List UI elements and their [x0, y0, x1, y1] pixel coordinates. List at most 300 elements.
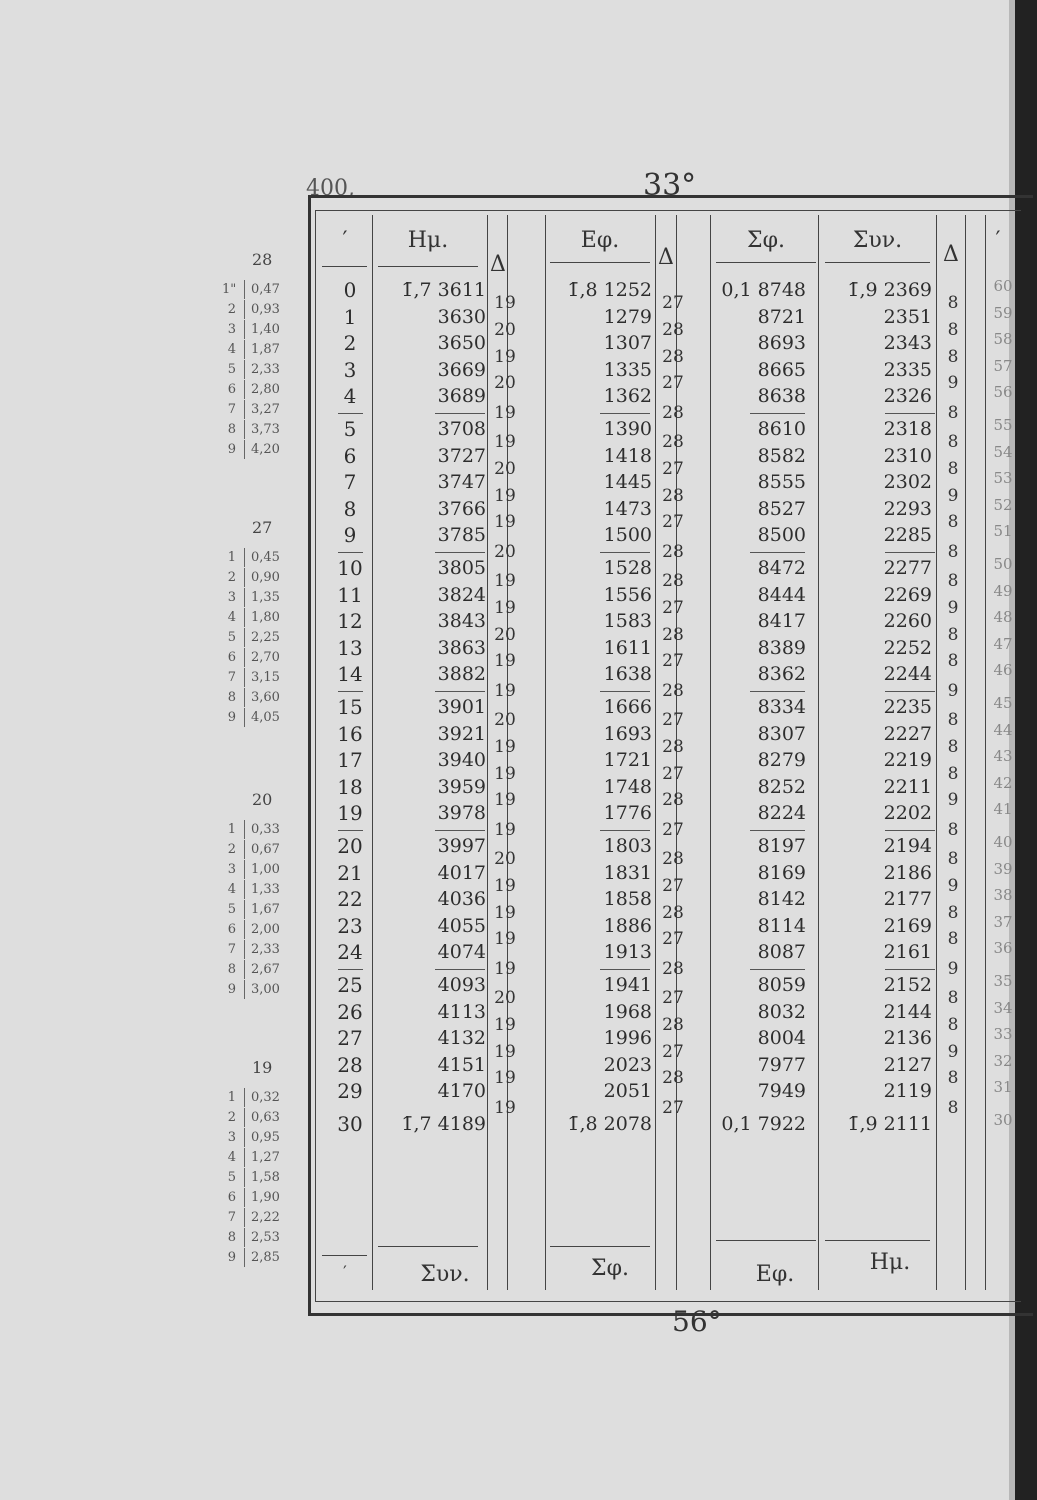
delta-tan: 28: [662, 319, 684, 340]
cos-value: 2343: [883, 332, 932, 355]
sin-value: 3727: [437, 444, 486, 467]
tan-value: 1886: [603, 914, 652, 937]
delta-tan: 28: [662, 680, 684, 701]
group-separator: [885, 830, 935, 831]
cot-value: 8555: [757, 471, 806, 494]
pp-row: [222, 380, 302, 399]
pp-row: [222, 1188, 302, 1207]
pp-row-key: 6: [227, 382, 236, 397]
delta-tan: 28: [662, 1068, 684, 1089]
pp-table-header: 20: [252, 790, 273, 809]
sin-value: 3805: [437, 557, 486, 579]
pp-row: [222, 820, 302, 839]
column-rule: [655, 215, 656, 1290]
sin-value: 3978: [437, 802, 486, 825]
delta-sin: 19: [494, 432, 516, 453]
delta-tan: 28: [662, 432, 684, 453]
delta-sin: 19: [494, 485, 516, 506]
cos-value: 2326: [883, 385, 932, 408]
group-separator: [435, 969, 485, 970]
pp-row: [222, 1088, 302, 1107]
delta-sin: 20: [494, 541, 516, 562]
pp-row-value: 2,53: [244, 1228, 280, 1247]
delta-sin: 20: [494, 710, 516, 731]
tan-value: 1638: [603, 663, 652, 686]
minute-cell: 5: [343, 417, 357, 441]
right-minute-cell: 58: [993, 330, 1013, 349]
pp-row-value: 2,00: [244, 920, 280, 939]
cos-value: 2152: [883, 974, 932, 996]
tan-value: 1418: [603, 444, 652, 467]
group-separator: [750, 969, 805, 970]
sin-value: 4055: [437, 914, 486, 937]
sin-value: 4170: [437, 1080, 486, 1103]
minute-cell: 12: [337, 609, 363, 634]
cos-value: 2127: [883, 1053, 932, 1076]
pp-row-key: 7: [227, 670, 236, 685]
minute-cell: 2: [343, 331, 357, 356]
tan-value: 1831: [603, 861, 652, 884]
tan-value: 1748: [603, 775, 652, 798]
pp-row-key: 6: [227, 650, 236, 665]
delta-cos: 8: [947, 929, 959, 950]
minute-cell: 8: [343, 496, 357, 521]
cot-value: 8417: [757, 610, 806, 633]
delta-tan: 28: [662, 624, 684, 645]
delta-tan: 28: [662, 346, 684, 367]
delta-tan: 27: [662, 929, 684, 950]
pp-row-value: 1,00: [244, 860, 280, 879]
pp-row-value: 2,22: [244, 1208, 280, 1227]
cot-value: 8004: [757, 1027, 806, 1050]
pp-row: [222, 880, 302, 899]
delta-tan: 27: [662, 512, 684, 533]
pp-row: [222, 608, 302, 627]
sin-value: 3766: [437, 497, 486, 520]
cot-value: 8721: [757, 305, 806, 328]
cot-value: 8444: [757, 583, 806, 606]
pp-row-value: 3,15: [244, 668, 280, 687]
delta-sin: 19: [494, 346, 516, 367]
pp-row: [222, 648, 302, 667]
pp-row-value: 0,47: [244, 280, 280, 299]
sin-value: 3689: [437, 385, 486, 408]
pp-row-key: 2: [227, 302, 236, 317]
cos-value: 2293: [883, 497, 932, 520]
pp-row-value: 1,90: [244, 1188, 280, 1207]
minute-cell: 30: [337, 1112, 363, 1136]
delta-cos: 9: [947, 680, 959, 701]
pp-row-key: 5: [227, 1170, 236, 1185]
delta-cos: 9: [947, 373, 959, 394]
pp-row-key: 1: [227, 822, 236, 837]
right-minute-cell: 55: [993, 416, 1013, 434]
cot-value: 8224: [757, 802, 806, 825]
cos-value: 2219: [883, 749, 932, 772]
sin-value: 3630: [437, 305, 486, 328]
pp-row-value: 0,63: [244, 1108, 280, 1127]
minute-cell: 22: [337, 887, 363, 912]
cos-value: 2211: [883, 775, 932, 798]
sin-value: 3747: [437, 471, 486, 494]
cot-value: 0,1 8748: [721, 279, 806, 301]
sin-value: 3959: [437, 775, 486, 798]
tan-value: 1335: [603, 358, 652, 381]
pp-row-value: 2,80: [244, 380, 280, 399]
minute-cell: 29: [337, 1079, 363, 1104]
minute-cell: 17: [337, 748, 363, 773]
minute-cell: 0: [343, 278, 357, 302]
delta-tan: 27: [662, 1097, 684, 1118]
pp-row-value: 1,27: [244, 1148, 280, 1167]
pp-row-key: 3: [227, 590, 236, 605]
group-separator: [600, 830, 650, 831]
cot-value: 8527: [757, 497, 806, 520]
cos-value: 1̄,9 2369: [847, 279, 932, 301]
header-delta-tan: Δ: [658, 245, 674, 270]
column-rule: [985, 215, 986, 1290]
cos-value: 2177: [883, 888, 932, 911]
sin-value: 3785: [437, 524, 486, 547]
pp-row: [222, 1108, 302, 1127]
delta-sin: 19: [494, 958, 516, 979]
pp-row-key: 8: [227, 962, 236, 977]
pp-row-key: 9: [227, 982, 236, 997]
pp-row-value: 0,33: [244, 820, 280, 839]
cot-value: 8638: [757, 385, 806, 408]
group-separator: [338, 691, 363, 692]
delta-cos: 8: [947, 402, 959, 423]
pp-row-value: 1,40: [244, 320, 280, 339]
minute-cell: 1: [343, 304, 357, 329]
group-separator: [435, 552, 485, 553]
tan-value: 1307: [603, 332, 652, 355]
minute-cell: 9: [343, 523, 357, 548]
pp-row: [222, 280, 302, 299]
delta-sin: 19: [494, 1068, 516, 1089]
right-minute-cell: 56: [993, 383, 1013, 402]
pp-row: [222, 860, 302, 879]
delta-sin: 19: [494, 571, 516, 592]
pp-row-key: 4: [227, 882, 236, 897]
cos-value: 2302: [883, 471, 932, 494]
minute-cell: 20: [337, 834, 363, 858]
column-rule: [545, 215, 546, 1290]
delta-cos: 8: [947, 512, 959, 533]
sin-value: 1̄,7 4189: [401, 1113, 486, 1135]
pp-row: [222, 400, 302, 419]
cos-value: 2310: [883, 444, 932, 467]
cot-value: 8582: [757, 444, 806, 467]
pp-row-key: 6: [227, 1190, 236, 1205]
delta-cos: 9: [947, 485, 959, 506]
tan-value: 1913: [603, 941, 652, 964]
pp-row-value: 0,93: [244, 300, 280, 319]
delta-cos: 8: [947, 571, 959, 592]
right-minute-cell: 47: [993, 634, 1013, 653]
minute-cell: 27: [337, 1026, 363, 1051]
sin-value: 4074: [437, 941, 486, 964]
right-minute-cell: 49: [993, 581, 1013, 600]
pp-row-value: 3,73: [244, 420, 280, 439]
column-rule: [818, 215, 819, 1290]
minute-cell: 21: [337, 860, 363, 885]
footer-cot: Σφ.: [591, 1256, 629, 1281]
pp-row-value: 0,67: [244, 840, 280, 859]
cot-value: 8252: [757, 775, 806, 798]
tan-value: 1̄,8 1252: [567, 279, 652, 301]
pp-row: [222, 980, 302, 999]
pp-row: [222, 628, 302, 647]
cot-value: 7949: [757, 1080, 806, 1103]
group-separator: [338, 830, 363, 831]
tan-value: 2023: [603, 1053, 652, 1076]
pp-row-key: 4: [227, 1150, 236, 1165]
right-minute-cell: 33: [993, 1025, 1013, 1044]
minute-cell: 26: [337, 999, 363, 1024]
cos-value: 2277: [883, 557, 932, 579]
delta-tan: 27: [662, 1041, 684, 1062]
header-cos: Συν.: [852, 228, 903, 253]
minute-cell: 10: [337, 556, 363, 580]
cos-value: 2244: [883, 663, 932, 686]
delta-tan: 27: [662, 458, 684, 479]
delta-sin: 19: [494, 1041, 516, 1062]
pp-row: [222, 920, 302, 939]
pp-row-value: 1,33: [244, 880, 280, 899]
tan-value: 1473: [603, 497, 652, 520]
sin-value: 3997: [437, 835, 486, 857]
delta-cos: 9: [947, 1041, 959, 1062]
delta-cos: 8: [947, 1068, 959, 1089]
pp-row-key: 2: [227, 1110, 236, 1125]
tan-value: 2051: [603, 1080, 652, 1103]
delta-tan: 28: [662, 571, 684, 592]
pp-row: [222, 588, 302, 607]
pp-row-key: 5: [227, 362, 236, 377]
cot-value: 8693: [757, 332, 806, 355]
pp-row: [222, 340, 302, 359]
cos-value: 2161: [883, 941, 932, 964]
footer-minute: ′: [343, 1262, 347, 1281]
minute-cell: 3: [343, 357, 357, 382]
sin-value: 3882: [437, 663, 486, 686]
pp-row-key: 9: [227, 442, 236, 457]
delta-cos: 8: [947, 1014, 959, 1035]
delta-sin: 19: [494, 902, 516, 923]
column-rule: [487, 215, 488, 1290]
cot-value: 8389: [757, 636, 806, 659]
delta-tan: 28: [662, 541, 684, 562]
cos-value: 2169: [883, 914, 932, 937]
pp-row: [222, 940, 302, 959]
sin-value: 3863: [437, 636, 486, 659]
minute-cell: 16: [337, 721, 363, 746]
pp-row: [222, 840, 302, 859]
delta-cos: 8: [947, 763, 959, 784]
pp-row-key: 8: [227, 422, 236, 437]
column-rule: [936, 215, 937, 1290]
cos-value: 2318: [883, 418, 932, 440]
cot-value: 8197: [757, 835, 806, 857]
cot-value: 8307: [757, 722, 806, 745]
delta-cos: 8: [947, 819, 959, 840]
delta-tan: 27: [662, 651, 684, 672]
group-separator: [750, 413, 805, 414]
sin-value: 4132: [437, 1027, 486, 1050]
cos-value: 2202: [883, 802, 932, 825]
pp-table-header: 27: [252, 518, 273, 537]
cos-value: 2285: [883, 524, 932, 547]
delta-cos: 8: [947, 1097, 959, 1118]
delta-sin: 19: [494, 402, 516, 423]
cot-value: 8334: [757, 696, 806, 718]
header-tan: Εφ.: [580, 228, 620, 253]
delta-tan: 28: [662, 958, 684, 979]
pp-row-key: 3: [227, 862, 236, 877]
minute-cell: 11: [337, 582, 363, 607]
group-separator: [600, 691, 650, 692]
cos-value: 2119: [883, 1080, 932, 1103]
pp-row-key: 2: [227, 842, 236, 857]
delta-cos: 8: [947, 710, 959, 731]
group-separator: [435, 691, 485, 692]
sin-value: 4036: [437, 888, 486, 911]
pp-row: [222, 688, 302, 707]
group-separator: [600, 552, 650, 553]
delta-cos: 8: [947, 736, 959, 757]
right-minute-cell: 52: [993, 495, 1013, 514]
tan-value: 1776: [603, 802, 652, 825]
pp-row-key: 1: [227, 1090, 236, 1105]
minute-cell: 28: [337, 1052, 363, 1077]
cot-value: 8087: [757, 941, 806, 964]
sin-value: 3901: [437, 696, 486, 718]
delta-tan: 28: [662, 1014, 684, 1035]
minute-cell: 14: [337, 662, 363, 687]
delta-tan: 27: [662, 763, 684, 784]
right-minute-cell: 54: [993, 442, 1013, 461]
delta-tan: 28: [662, 736, 684, 757]
tan-value: 1858: [603, 888, 652, 911]
header-delta-cos: Δ: [943, 242, 959, 267]
cos-value: 2335: [883, 358, 932, 381]
right-minute-cell: 45: [993, 694, 1013, 712]
delta-sin: 20: [494, 319, 516, 340]
cos-value: 2194: [883, 835, 932, 857]
sin-value: 3824: [437, 583, 486, 606]
pp-row-value: 2,70: [244, 648, 280, 667]
sin-value: 3708: [437, 418, 486, 440]
cot-value: 8059: [757, 974, 806, 996]
sin-value: 1̄,7 3611: [401, 279, 486, 301]
group-separator: [338, 969, 363, 970]
sin-value: 3669: [437, 358, 486, 381]
cot-value: 8500: [757, 524, 806, 547]
header-delta-sin: Δ: [490, 252, 506, 277]
cot-value: 0,1 7922: [721, 1113, 806, 1135]
pp-row: [222, 1208, 302, 1227]
right-minute-cell: 42: [993, 773, 1013, 792]
cos-value: 2227: [883, 722, 932, 745]
pp-row-key: 7: [227, 1210, 236, 1225]
pp-row-value: 3,27: [244, 400, 280, 419]
minute-cell: 18: [337, 774, 363, 799]
delta-tan: 27: [662, 597, 684, 618]
delta-cos: 8: [947, 319, 959, 340]
minute-cell: 25: [337, 973, 363, 997]
footer-sin: Ημ.: [869, 1250, 911, 1275]
footer-cos: Συν.: [420, 1262, 470, 1287]
delta-cos: 9: [947, 790, 959, 811]
right-minute-cell: 34: [993, 998, 1013, 1017]
delta-sin: 19: [494, 512, 516, 533]
footer-tan: Εφ.: [755, 1262, 795, 1287]
tan-value: 1968: [603, 1000, 652, 1023]
pp-row-key: 4: [227, 610, 236, 625]
pp-row: [222, 1248, 302, 1267]
cos-value: 2186: [883, 861, 932, 884]
sin-value: 4151: [437, 1053, 486, 1076]
group-separator: [885, 413, 935, 414]
group-separator: [885, 969, 935, 970]
cot-value: 8114: [757, 914, 806, 937]
pp-row: [222, 360, 302, 379]
header-minute: ′: [342, 228, 348, 253]
cot-value: 8472: [757, 557, 806, 579]
right-minute-cell: 41: [993, 800, 1013, 819]
pp-row-key: 7: [227, 402, 236, 417]
right-minute-cell: 40: [993, 833, 1013, 851]
sin-value: 3940: [437, 749, 486, 772]
group-separator: [338, 413, 363, 414]
right-minute-cell: 57: [993, 356, 1013, 375]
pp-row-value: 1,35: [244, 588, 280, 607]
delta-cos: 8: [947, 902, 959, 923]
tan-value: 1803: [603, 835, 652, 857]
delta-cos: 8: [947, 849, 959, 870]
right-minute-cell: 31: [993, 1078, 1013, 1097]
tan-value: 1693: [603, 722, 652, 745]
pp-row-value: 0,45: [244, 548, 280, 567]
pp-row: [222, 1168, 302, 1187]
sin-value: 4017: [437, 861, 486, 884]
pp-row-value: 2,85: [244, 1248, 280, 1267]
delta-sin: 19: [494, 763, 516, 784]
minute-cell: 15: [337, 695, 363, 719]
delta-cos: 8: [947, 458, 959, 479]
pp-row-value: 1,80: [244, 608, 280, 627]
right-minute-cell: 51: [993, 522, 1013, 541]
group-separator: [750, 830, 805, 831]
sin-value: 3921: [437, 722, 486, 745]
delta-sin: 19: [494, 929, 516, 950]
pp-row: [222, 420, 302, 439]
pp-row-key: 6: [227, 922, 236, 937]
minute-cell: 24: [337, 940, 363, 965]
tan-value: 1611: [603, 636, 652, 659]
sin-value: 3650: [437, 332, 486, 355]
pp-row: [222, 320, 302, 339]
pp-row-key: 3: [227, 322, 236, 337]
pp-row-value: 1,58: [244, 1168, 280, 1187]
right-minute-cell: 48: [993, 608, 1013, 627]
pp-row-key: 4: [227, 342, 236, 357]
delta-cos: 8: [947, 432, 959, 453]
pp-row: [222, 1148, 302, 1167]
cos-value: 2260: [883, 610, 932, 633]
sin-value: 3843: [437, 610, 486, 633]
